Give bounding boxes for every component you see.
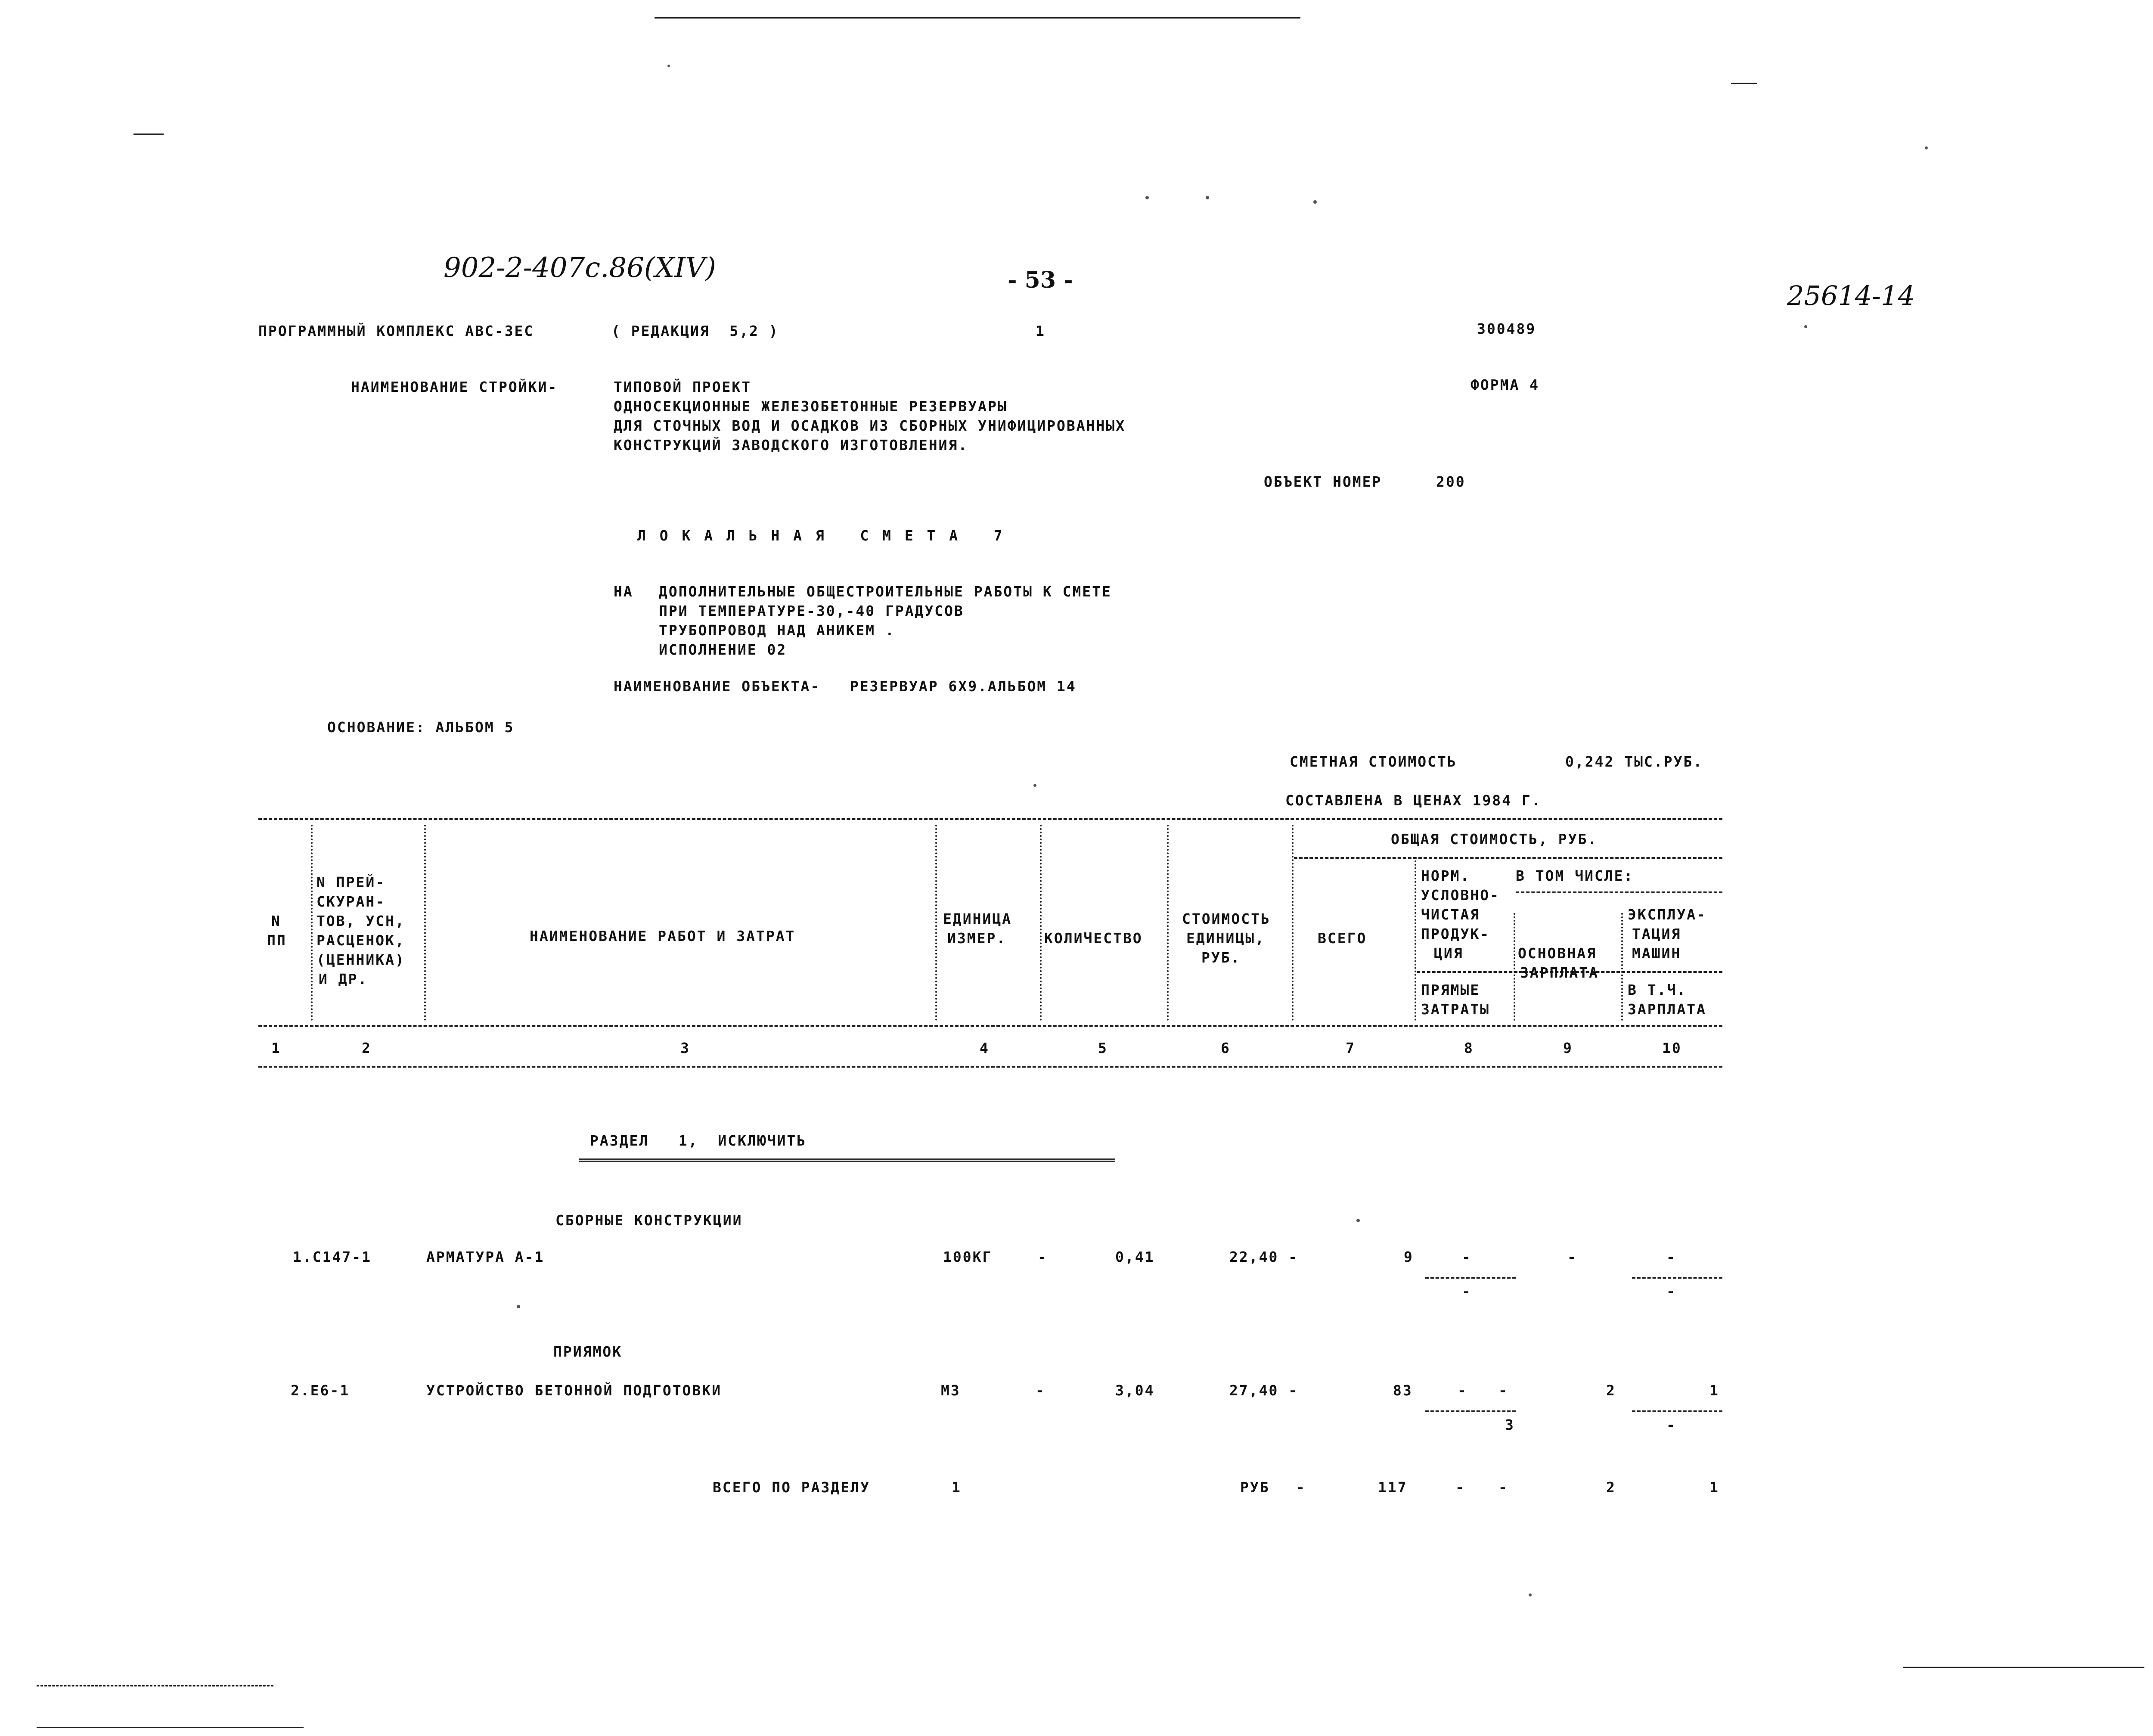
header-n: ПП — [267, 932, 287, 949]
row-dash: - — [1036, 1382, 1045, 1399]
group-title: СБОРНЫЕ КОНСТРУКЦИИ — [555, 1212, 743, 1229]
header-subrule — [1516, 891, 1722, 893]
handwritten-archive-number: 25614-14 — [1787, 280, 1915, 311]
header-work-name: НАИМЕНОВАНИЕ РАБОТ И ЗАТРАТ — [530, 928, 796, 944]
section-total-machines: 1 — [1709, 1479, 1719, 1496]
table-top-rule — [258, 818, 1722, 820]
header-code: РАСЦЕНОК, — [316, 932, 405, 949]
col-sep — [1514, 913, 1515, 1021]
header-unit-price: ЕДИНИЦЫ, — [1186, 930, 1265, 947]
col-number: 3 — [680, 1040, 690, 1056]
header-norm: ПРОДУК- — [1421, 925, 1490, 942]
header-salary: ОСНОВНАЯ — [1518, 945, 1597, 962]
header-n: N — [271, 913, 281, 929]
col-number: 9 — [1563, 1040, 1573, 1056]
col-number: 7 — [1346, 1040, 1356, 1056]
col-sep — [1040, 825, 1042, 1021]
row-code: 2.Е6-1 — [291, 1382, 350, 1399]
header-total: ВСЕГО — [1318, 930, 1367, 947]
estimate-title: Л О К А Л Ь Н А Я С М Е Т А 7 — [637, 527, 1005, 544]
row-total: 83 — [1393, 1382, 1413, 1399]
row-norm: - — [1462, 1248, 1472, 1265]
cell-divider — [1425, 1410, 1516, 1412]
row-quantity: 0,41 — [1115, 1248, 1155, 1265]
section-total-value: 117 — [1378, 1479, 1408, 1496]
row-salary: 2 — [1606, 1382, 1616, 1399]
header-direct: ЗАТРАТЫ — [1421, 1001, 1490, 1018]
header-direct: ПРЯМЫЕ — [1421, 981, 1480, 998]
sheet-number: 1 — [1036, 323, 1045, 339]
col-sep — [1415, 857, 1416, 1021]
scan-speck — [1804, 325, 1807, 328]
row-code: 1.С147-1 — [293, 1248, 372, 1265]
scan-speck — [1206, 196, 1209, 199]
object-name: НАИМЕНОВАНИЕ ОБЪЕКТА- РЕЗЕРВУАР 6Х9.АЛЬБОМ 14 — [614, 678, 1076, 695]
scan-speck — [1925, 146, 1928, 149]
header-code: СКУРАН- — [316, 893, 386, 910]
row-machines: - — [1666, 1248, 1676, 1265]
col-sep — [424, 825, 426, 1021]
basis: ОСНОВАНИЕ: АЛЬБОМ 5 — [327, 719, 515, 736]
col-number: 6 — [1221, 1040, 1231, 1056]
numbers-bottom-rule — [258, 1066, 1722, 1068]
header-machines-salary: В Т.Ч. — [1628, 981, 1687, 998]
header-machines: ЭКСПЛУА- — [1628, 906, 1706, 923]
construction-line: КОНСТРУКЦИЙ ЗАВОДСКОГО ИЗГОТОВЛЕНИЯ. — [614, 437, 968, 453]
section-total-salary: 2 — [1606, 1479, 1616, 1496]
header-norm: ЦИЯ — [1434, 945, 1464, 962]
row-salary: - — [1567, 1248, 1577, 1265]
row-name: УСТРОЙСТВО БЕТОННОЙ ПОДГОТОВКИ — [426, 1382, 722, 1399]
col-number: 1 — [271, 1040, 281, 1056]
col-sep — [311, 825, 313, 1021]
section-total-direct: - — [1498, 1479, 1508, 1496]
scan-speck — [1313, 200, 1317, 204]
header-code: ТОВ, УСН, — [316, 913, 405, 929]
header-quantity: КОЛИЧЕСТВО — [1044, 930, 1143, 947]
construction-line: ТИПОВОЙ ПРОЕКТ — [614, 379, 752, 395]
header-machines: ТАЦИЯ — [1632, 925, 1681, 942]
row-unit-price: 22,40 - — [1229, 1248, 1299, 1265]
cell-divider — [1632, 1277, 1722, 1279]
scan-speck — [1529, 1593, 1532, 1596]
row-unit-price: 27,40 - — [1229, 1382, 1299, 1399]
row-machines-salary: - — [1666, 1283, 1676, 1300]
estimate-on-line: ДОПОЛНИТЕЛЬНЫЕ ОБЩЕСТРОИТЕЛЬНЫЕ РАБОТЫ К СМЕТЕ — [659, 583, 1112, 600]
header-machines: МАШИН — [1632, 945, 1681, 962]
header-unit: ЕДИНИЦА — [943, 910, 1012, 927]
scan-speck — [667, 65, 670, 67]
header-subrule — [1294, 857, 1722, 859]
row-unit: М3 — [941, 1382, 961, 1399]
header-code: N ПРЕЙ- — [316, 874, 386, 891]
object-number-label: ОБЪЕКТ НОМЕР — [1264, 473, 1382, 490]
col-number: 8 — [1464, 1040, 1474, 1056]
program-version: ( РЕДАКЦИЯ 5,2 ) — [611, 323, 779, 339]
header-salary: ЗАРПЛАТА — [1520, 964, 1599, 981]
row-direct: - — [1462, 1283, 1472, 1300]
header-norm: НОРМ. — [1421, 867, 1470, 884]
scan-edge-line — [37, 1685, 273, 1686]
col-number: 5 — [1098, 1040, 1108, 1056]
construction-line: ОДНОСЕКЦИОННЫЕ ЖЕЛЕЗОБЕТОННЫЕ РЕЗЕРВУАРЫ — [614, 398, 1008, 415]
cell-divider — [1632, 1410, 1722, 1412]
section-title: РАЗДЕЛ 1, ИСКЛЮЧИТЬ — [590, 1132, 807, 1149]
section-total-label: ВСЕГО ПО РАЗДЕЛУ — [713, 1479, 870, 1496]
header-machines-salary: ЗАРПЛАТА — [1628, 1001, 1706, 1018]
scan-speck — [517, 1305, 520, 1308]
col-number: 10 — [1662, 1040, 1682, 1056]
header-norm: УСЛОВНО- — [1421, 887, 1500, 904]
header-unit-price: СТОИМОСТЬ — [1182, 910, 1271, 927]
row-salary-b: 3 — [1505, 1416, 1515, 1433]
estimate-cost-value: 0,242 ТЫС.РУБ. — [1565, 753, 1703, 770]
section-total-dash: - — [1296, 1479, 1306, 1496]
header-including: В ТОМ ЧИСЛЕ: — [1516, 867, 1634, 884]
scan-mark — [133, 134, 164, 135]
program-code: 300489 — [1477, 320, 1536, 337]
scan-edge-line — [1903, 1667, 2144, 1668]
scan-speck — [1033, 784, 1036, 787]
header-code: И ДР. — [319, 971, 368, 988]
row-quantity: 3,04 — [1115, 1382, 1155, 1399]
col-number: 4 — [980, 1040, 990, 1056]
cell-divider — [1425, 1277, 1516, 1279]
section-total-unit: РУБ — [1240, 1479, 1270, 1496]
col-sep — [935, 825, 937, 1021]
page-number: - 53 - — [1008, 267, 1073, 293]
prices-year: СОСТАВЛЕНА В ЦЕНАХ 1984 Г. — [1285, 792, 1542, 809]
handwritten-project-code: 902-2-407c.86(XIV) — [444, 252, 716, 284]
scan-speck — [1145, 196, 1149, 199]
header-unit: ИЗМЕР. — [947, 930, 1007, 947]
total-cost-group-header: ОБЩАЯ СТОИМОСТЬ, РУБ. — [1391, 831, 1598, 848]
section-total-norm: - — [1455, 1479, 1465, 1496]
section-underline — [579, 1158, 1115, 1162]
row-norm: - — [1458, 1382, 1467, 1399]
row-dash-b: - — [1498, 1382, 1508, 1399]
header-code: (ЦЕННИКА) — [316, 951, 405, 968]
estimate-cost-label: СМЕТНАЯ СТОИМОСТЬ — [1290, 753, 1457, 770]
form-number: ФОРМА 4 — [1470, 376, 1540, 393]
col-sep — [1621, 913, 1623, 1021]
program-name: ПРОГРАММНЫЙ КОМПЛЕКС АВС-ЗЕС — [258, 323, 534, 339]
object-number-value: 200 — [1436, 473, 1466, 490]
section-total-number: 1 — [952, 1479, 962, 1496]
col-number: 2 — [362, 1040, 372, 1056]
header-unit-price: РУБ. — [1201, 949, 1241, 966]
row-dash: - — [1038, 1248, 1048, 1265]
estimate-on-line: ПРИ ТЕМПЕРАТУРЕ-30,-40 ГРАДУСОВ — [659, 602, 964, 619]
row-unit: 100КГ — [943, 1248, 993, 1265]
estimate-on-line: ТРУБОПРОВОД НАД АНИКЕМ . — [659, 622, 895, 639]
row-machines-salary: - — [1666, 1416, 1676, 1433]
estimate-on-label: НА — [614, 583, 633, 600]
scan-speck — [1356, 1219, 1360, 1222]
construction-label: НАИМЕНОВАНИЕ СТРОЙКИ- — [351, 379, 558, 395]
scan-edge-line — [655, 17, 1300, 19]
estimate-on-line: ИСПОЛНЕНИЕ 02 — [659, 641, 787, 658]
row-total: 9 — [1404, 1248, 1414, 1265]
row-name: АРМАТУРА А-1 — [426, 1248, 545, 1265]
col-sep — [1292, 825, 1294, 1021]
group-title: ПРИЯМОК — [553, 1343, 623, 1360]
col-sep — [1167, 825, 1169, 1021]
row-machines: 1 — [1709, 1382, 1719, 1399]
construction-line: ДЛЯ СТОЧНЫХ ВОД И ОСАДКОВ ИЗ СБОРНЫХ УНИФИЦИРОВАННЫХ — [614, 417, 1126, 434]
scan-mark — [1731, 83, 1757, 84]
scan-edge-line — [37, 1727, 304, 1728]
header-norm: ЧИСТАЯ — [1421, 906, 1480, 923]
header-bottom-rule — [258, 1025, 1722, 1027]
